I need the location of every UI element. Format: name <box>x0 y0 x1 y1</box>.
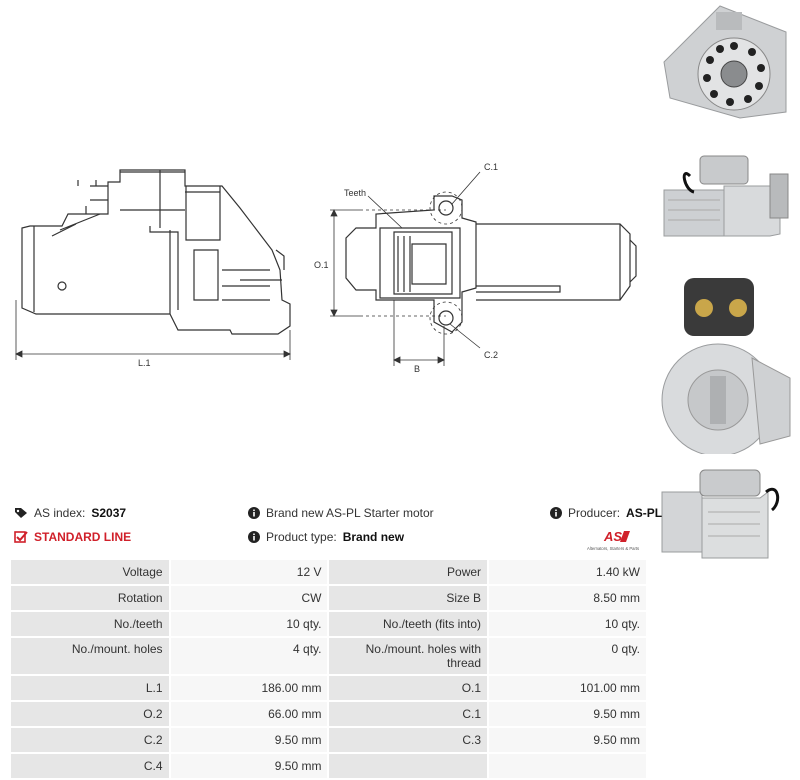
spec-label: O.2 <box>10 701 170 727</box>
spec-value: 186.00 mm <box>170 675 329 701</box>
photo-solenoid-side[interactable] <box>660 462 796 566</box>
spec-label: Voltage <box>10 559 170 585</box>
spec-label: No./teeth <box>10 611 170 637</box>
spec-label: C.1 <box>328 701 488 727</box>
photo-rear-view[interactable] <box>660 268 796 454</box>
spec-value: 9.50 mm <box>488 727 647 753</box>
description-text: Brand new AS-PL Starter motor <box>266 506 434 520</box>
spec-value <box>488 753 647 779</box>
standard-line-text: STANDARD LINE <box>34 530 132 544</box>
label-o1: O.1 <box>314 260 329 270</box>
spec-value: 12 V <box>170 559 329 585</box>
product-type-label: Product type: <box>266 530 337 544</box>
producer-label: Producer: <box>568 506 621 520</box>
spec-label: L.1 <box>10 675 170 701</box>
product-info <box>14 500 663 560</box>
spec-label: C.3 <box>328 727 488 753</box>
product-type-row <box>248 530 404 544</box>
table-row <box>10 611 647 637</box>
spec-label: C.2 <box>10 727 170 753</box>
table-row <box>10 675 647 701</box>
table-row <box>10 559 647 585</box>
spec-label: O.1 <box>328 675 488 701</box>
spec-value: 8.50 mm <box>488 585 647 611</box>
standard-line-row <box>14 530 131 544</box>
spec-value: 9.50 mm <box>488 701 647 727</box>
label-c2: C.2 <box>484 350 499 360</box>
spec-value: 0 qty. <box>488 637 647 675</box>
spec-label: No./teeth (fits into) <box>328 611 488 637</box>
logo-subtext: Alternators, Starters & Parts <box>587 546 640 551</box>
table-row <box>10 701 647 727</box>
spec-label: No./mount. holes with thread <box>328 637 488 675</box>
spec-label <box>328 753 488 779</box>
table-row <box>10 585 647 611</box>
tag-icon <box>14 507 28 519</box>
producer-value: AS-PL <box>626 506 663 520</box>
spec-label: C.4 <box>10 753 170 779</box>
spec-value: 9.50 mm <box>170 727 329 753</box>
label-l1: L.1 <box>138 358 151 368</box>
table-row <box>10 753 647 779</box>
label-teeth: Teeth <box>344 188 367 198</box>
dimension-l1 <box>16 300 290 360</box>
checkbox-icon <box>14 531 28 543</box>
logo-text: AS <box>604 529 623 544</box>
label-b: B <box>414 364 421 374</box>
spec-value: 66.00 mm <box>170 701 329 727</box>
spec-value: 10 qty. <box>488 611 647 637</box>
spec-label: Rotation <box>10 585 170 611</box>
side-view-drawing <box>22 170 290 334</box>
spec-label: No./mount. holes <box>10 637 170 675</box>
info-icon <box>248 531 260 543</box>
as-index-row <box>14 506 126 520</box>
spec-table <box>9 558 648 780</box>
spec-value: 4 qty. <box>170 637 329 675</box>
producer-row <box>550 506 662 520</box>
spec-value: 9.50 mm <box>170 753 329 779</box>
spec-value: 101.00 mm <box>488 675 647 701</box>
label-c1: C.1 <box>484 162 499 172</box>
photo-side-view[interactable] <box>660 146 796 242</box>
dimension-o1 <box>330 210 360 316</box>
table-row <box>10 637 647 675</box>
spec-label: Size B <box>328 585 488 611</box>
description-row <box>248 506 434 520</box>
info-icon <box>550 507 562 519</box>
spec-value: 1.40 kW <box>488 559 647 585</box>
table-row <box>10 727 647 753</box>
product-type-value: Brand new <box>342 530 405 544</box>
as-index-label: AS index: <box>34 506 86 520</box>
photo-gallery <box>660 0 800 620</box>
info-icon <box>248 507 260 519</box>
spec-label: Power <box>328 559 488 585</box>
spec-value: 10 qty. <box>170 611 329 637</box>
as-index-value: S2037 <box>91 506 127 520</box>
dimension-b <box>394 300 444 366</box>
spec-value: CW <box>170 585 329 611</box>
producer-logo <box>586 528 648 554</box>
photo-gear-front[interactable] <box>660 2 796 120</box>
